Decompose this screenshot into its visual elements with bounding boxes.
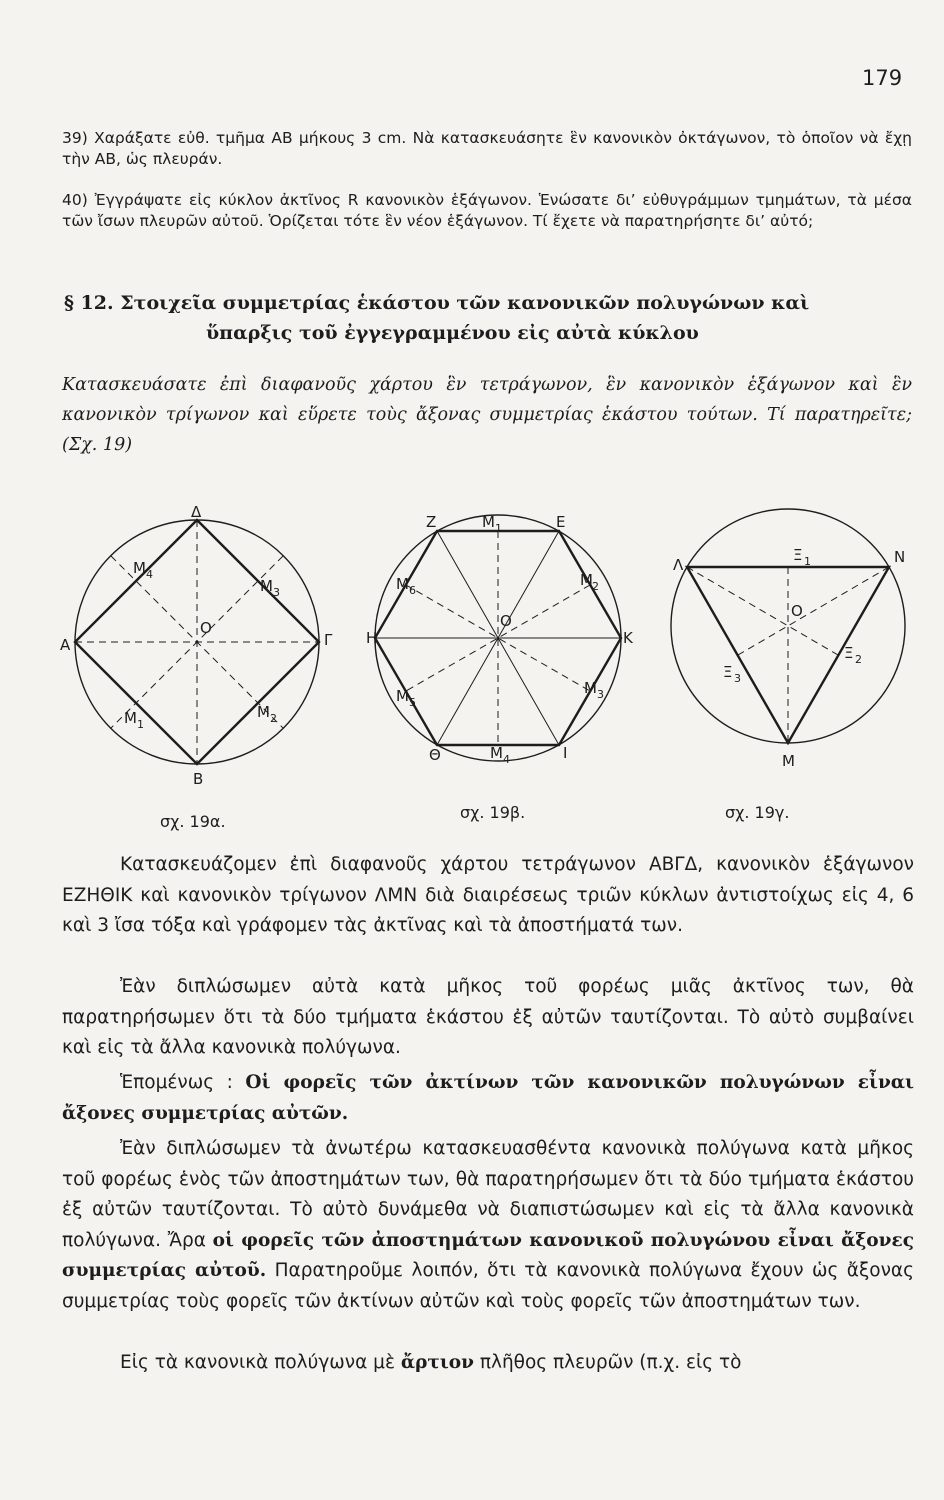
fig19b-label-m5-sub: 5 xyxy=(409,696,416,709)
fig19a-label-alpha: Α xyxy=(60,636,71,654)
fig19c-label-x1-sub: 1 xyxy=(804,555,811,568)
task-text: Κατασκευάσατε ἐπὶ διαφανοῦς χάρτου ἓν τετράγωνον, ἓν κανονικὸν ἑξάγωνον καὶ ἓν κανονικὸν τρίγωνον καὶ εὕρετε τοὺς ἄξονας συμμετρίας ἑκάστου τούτων. Τί παρατηρεῖτε; (Σχ. 19) xyxy=(62,375,912,455)
fig19b-label-m1: Μ xyxy=(482,513,495,531)
fig19b-label-h: Η xyxy=(366,629,378,647)
fig19a-label-m1-sub: 1 xyxy=(137,718,144,731)
caption-19c: σχ. 19γ. xyxy=(725,803,790,822)
fig19b-label-m4: Μ xyxy=(490,744,503,762)
fig19c-label-n: Ν xyxy=(894,548,906,566)
fig19c-circle xyxy=(671,509,905,743)
section-heading-line2: ὕπαρξις τοῦ ἐγγεγραμμένου εἰς αὐτὰ κύκλου xyxy=(206,322,699,344)
figures-19 xyxy=(60,505,920,845)
fig19a-label-m3-sub: 3 xyxy=(273,586,280,599)
paragraph-2: Ἐὰν διπλώσωμεν αὐτὰ κατὰ μῆκος τοῦ φορέως μιᾶς ἀκτῖνος των, θὰ παρατηρήσωμεν ὅτι τὰ δύο τμήματα ἑκάστου ἐξ αὐτῶν ταυτίζονται. Τὸ αὐτὸ συμβαίνει καὶ εἰς τὰ ἄλλα κανονικὰ πολύγωνα. xyxy=(62,976,914,1058)
fig19b-label-m1-sub: 1 xyxy=(495,522,502,535)
fig19a-label-m4: Μ xyxy=(133,559,146,577)
fig19b-label-theta: Θ xyxy=(429,746,441,764)
fig19b-label-z: Ζ xyxy=(426,513,437,531)
figure-19b xyxy=(375,515,621,761)
fig19a-label-beta: Β xyxy=(193,770,204,788)
fig19b-label-m3-sub: 3 xyxy=(597,688,604,701)
fig19c-label-center: Ο xyxy=(791,602,803,620)
fig19b-label-m4-sub: 4 xyxy=(503,753,510,766)
caption-19a: σχ. 19α. xyxy=(160,812,226,831)
fig19a-label-m2-sub: 2 xyxy=(270,712,277,725)
fig19b-label-i: Ι xyxy=(563,744,568,762)
paragraph-4 xyxy=(62,1134,914,1317)
fig19c-label-m: Μ xyxy=(782,752,795,770)
paragraph-4-bold: οἱ φορεῖς τῶν ἀποστημάτων κανονικοῦ πολυγώνου εἶναι ἄξονες συμμετρίας αὐτοῦ. xyxy=(62,1229,914,1281)
fig19b-label-m2: Μ xyxy=(580,571,593,589)
fig19b-label-m5: Μ xyxy=(396,687,409,705)
exercise-40: 40) Ἐγγράψατε εἰς κύκλον ἀκτῖνος R κανονικὸν ἑξάγωνον. Ἑνώσατε δι’ εὐθυγράμμων τμημάτων, τὰ μέσα τῶν ἴσων πλευρῶν αὐτοῦ. Ὁρίζεται τότε ἓν νέον ἑξάγωνον. Τί ἔχετε νὰ παρατηρήσητε δι’ αὐτό; xyxy=(62,191,912,230)
fig19b-label-center: Ο xyxy=(500,612,512,630)
fig19c-label-x1: Ξ xyxy=(793,546,803,564)
page-number: 179 xyxy=(862,66,903,90)
fig19b-label-m3: Μ xyxy=(584,679,597,697)
fig19a-label-m2: Μ xyxy=(257,703,270,721)
paragraph-3-lead: Ἑπομένως : xyxy=(120,1072,233,1093)
paragraph-4-ara: Ἄρα xyxy=(167,1229,206,1251)
fig19b-label-m2-sub: 2 xyxy=(592,580,599,593)
fig19a-label-m1: Μ xyxy=(124,709,137,727)
caption-19b: σχ. 19β. xyxy=(460,803,526,822)
fig19a-label-delta: Δ xyxy=(191,505,202,521)
fig19a-label-center: Ο xyxy=(200,619,212,637)
fig19b-label-m6-sub: 6 xyxy=(409,584,416,597)
fig19a-label-m3: Μ xyxy=(260,577,273,595)
fig19a-label-gamma: Γ xyxy=(324,631,333,649)
fig19c-label-x3-sub: 3 xyxy=(734,672,741,685)
paragraph-5-post: πλῆθος πλευρῶν (π.χ. εἰς τὸ xyxy=(479,1352,742,1373)
section-heading-line1: § 12. Στοιχεῖα συμμετρίας ἑκάστου τῶν κανονικῶν πολυγώνων καὶ xyxy=(64,292,810,314)
paragraph-1: Κατασκευάζομεν ἐπὶ διαφανοῦς χάρτου τετράγωνον ΑΒΓΔ, κανονικὸν ἑξάγωνον ΕΖΗΘΙΚ καὶ κανονικὸν τρίγωνον ΛΜΝ διὰ διαιρέσεως τριῶν κύκλων ἀντιστοίχως εἰς 4, 6 καὶ 3 ἴσα τόξα καὶ γράφομεν τὰς ἀκτῖνας καὶ τὰ ἀποστήματά των. xyxy=(62,854,914,936)
fig19a-label-m4-sub: 4 xyxy=(146,568,153,581)
fig19c-label-x3: Ξ xyxy=(723,663,733,681)
paragraph-4-text: Ἐὰν διπλώσωμεν τὰ ἀνωτέρω κατασκευασθέντα κανονικὰ πολύγωνα κατὰ μῆκος τοῦ φορέως ἑνὸς τῶν ἀποστημάτων των, θὰ παρατηρήσωμεν ὅτι τὰ δύο τμήματα ἑκάστου ἐξ αὐτῶν ταυτίζονται. Τὸ αὐτὸ δυνάμεθα νὰ διαπιστώσωμεν καὶ εἰς τὰ ἄλλα κανονικὰ πολύγωνα. xyxy=(62,1138,914,1251)
figure-19a xyxy=(75,520,319,764)
paragraph-4-tail: Παρατηροῦμε λοιπόν, ὅτι τὰ κανονικὰ πολύγωνα ἔχουν ὡς ἄξονας συμμετρίας τοὺς φορεῖς τῶν ἀκτίνων αὐτῶν καὶ τοὺς φορεῖς τῶν ἀποστημάτων των. xyxy=(62,1260,914,1312)
fig19c-label-x2-sub: 2 xyxy=(855,653,862,666)
fig19b-label-m6: Μ xyxy=(396,575,409,593)
paragraph-3 xyxy=(62,1068,914,1129)
paragraph-5-bold: ἄρτιον xyxy=(400,1352,474,1373)
paragraph-5-pre: Εἰς τὰ κανονικὰ πολύγωνα μὲ xyxy=(120,1352,395,1373)
fig19b-label-e: Ε xyxy=(556,513,566,531)
fig19c-axis-3 xyxy=(738,567,889,655)
fig19c-label-l: Λ xyxy=(673,556,684,574)
figure-19c xyxy=(671,509,905,743)
fig19b-label-k: Κ xyxy=(623,629,633,647)
fig19c-label-x2: Ξ xyxy=(844,644,854,662)
fig19c-axis-2 xyxy=(687,567,838,655)
exercise-39: 39) Χαράξατε εὐθ. τμῆμα ΑΒ μήκους 3 cm. Νὰ κατασκευάσητε ἓν κανονικὸν ὀκτάγωνον, τὸ ὁποῖον νὰ ἔχῃ τὴν ΑΒ, ὡς πλευράν. xyxy=(62,129,912,168)
paragraph-5 xyxy=(62,1348,914,1379)
paragraph-3-bold: Οἱ φορεῖς τῶν ἀκτίνων τῶν κανονικῶν πολυγώνων εἶναι ἄξονες συμμετρίας αὐτῶν. xyxy=(62,1072,914,1124)
